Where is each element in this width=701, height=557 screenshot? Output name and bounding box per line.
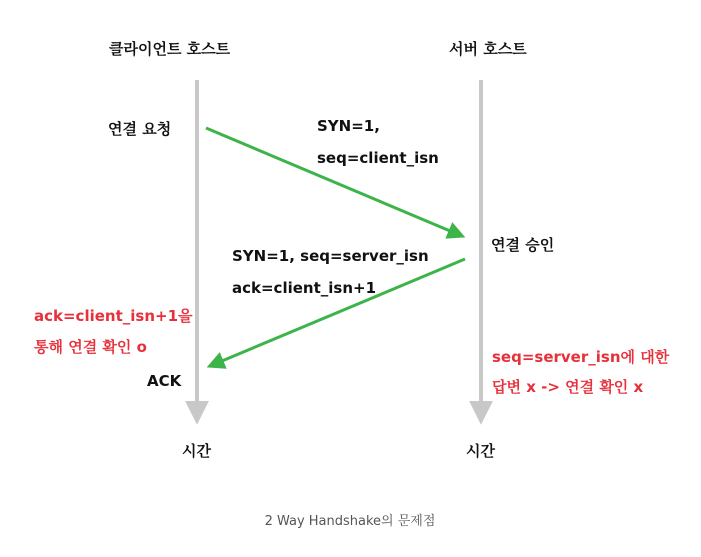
server-note-line1: seq=server_isn에 대한: [492, 348, 670, 366]
synack-label-line1: SYN=1, seq=server_isn: [232, 247, 429, 265]
client-time-label: 시간: [182, 442, 211, 460]
syn-arrow: [206, 128, 462, 236]
server-host-title: 서버 호스트: [449, 40, 527, 58]
client-note-line2: 통해 연결 확인 o: [34, 338, 147, 356]
ack-label: ACK: [147, 372, 182, 390]
client-host-title: 클라이언트 호스트: [109, 40, 231, 58]
figure-caption: 2 Way Handshake의 문제점: [264, 514, 436, 529]
syn-label-line1: SYN=1,: [317, 117, 380, 135]
synack-label-line2: ack=client_isn+1: [232, 279, 377, 297]
syn-label-line2: seq=client_isn: [317, 149, 439, 167]
connection-request-label: 연결 요청: [108, 120, 172, 138]
synack-arrow: [210, 259, 465, 366]
connection-accept-label: 연결 승인: [491, 236, 555, 254]
server-note-line2: 답변 x -> 연결 확인 x: [492, 378, 644, 396]
client-note-line1: ack=client_isn+1을: [34, 307, 193, 325]
server-time-label: 시간: [466, 442, 495, 460]
